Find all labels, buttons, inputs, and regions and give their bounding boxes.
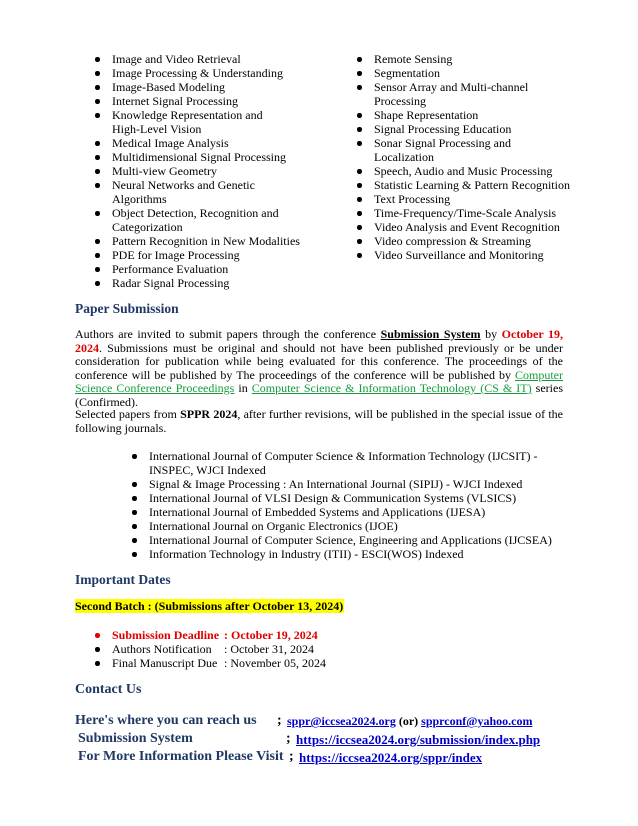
topics-list-right — [374, 52, 589, 262]
contact-emails — [287, 713, 532, 730]
date-item-notification — [112, 642, 372, 656]
date-value: : October 31, 2024 — [224, 642, 314, 656]
separator: ; — [289, 749, 294, 764]
contact-row-info — [78, 748, 483, 765]
proceedings-link[interactable]: Computer Science Conference Proceedings — [75, 367, 563, 395]
section-heading-paper-submission: Paper Submission — [75, 301, 179, 316]
text-span: . Submissions must be original and should not have been published previously or be under consideration for publication while being evaluated for this conference. The proceedings of the conference will be published by The proceedings of the conference will be published by — [75, 340, 563, 382]
list-item: Multi-view Geometry — [112, 164, 312, 178]
contact-row-submission — [78, 730, 541, 747]
list-item: International Journal of Computer Science & Information Technology (IJCSIT) - INSPEC, WJCI Indexed — [149, 449, 538, 477]
section-heading-contact: Contact Us — [75, 682, 142, 697]
list-item: Object Detection, Recognition and Categorization — [112, 206, 287, 234]
list-item: Signal Processing Education — [374, 122, 589, 136]
list-item: International Journal of Embedded Systems and Applications (IJESA) — [149, 505, 549, 519]
list-item: Information Technology in Industry (ITII) - ESCI(WOS) Indexed — [149, 547, 549, 561]
list-item: International Journal of Computer Science, Engineering and Applications (IJCSEA) — [149, 533, 569, 547]
list-item: Shape Representation — [374, 108, 589, 122]
list-item: Video Surveillance and Monitoring — [374, 248, 589, 262]
contact-label: Here's where you can reach us — [75, 713, 257, 728]
date-value: : November 05, 2024 — [224, 656, 326, 670]
date-label: Final Manuscript Due — [112, 656, 218, 670]
list-item: Speech, Audio and Music Processing — [374, 164, 589, 178]
list-item: International Journal of VLSI Design & Communication Systems (VLSICS) — [149, 491, 549, 505]
dates-list — [112, 628, 372, 670]
text-span: by — [480, 327, 502, 341]
date-item-deadline — [112, 628, 372, 642]
journals-list — [149, 449, 552, 561]
text-span: , after further revisions, will be published in the special issue of the following journals. — [75, 407, 563, 435]
contact-label: Submission System — [78, 731, 193, 746]
list-item: Performance Evaluation — [112, 262, 312, 276]
email-link-secondary[interactable]: spprconf@yahoo.com — [421, 714, 533, 728]
submission-system-link[interactable]: Submission System — [380, 327, 481, 341]
contact-submission-url — [296, 731, 540, 748]
list-item: Video Analysis and Event Recognition — [374, 220, 589, 234]
list-item: Image and Video Retrieval — [112, 52, 312, 66]
contact-info-url — [299, 749, 482, 766]
list-item: Pattern Recognition in New Modalities — [112, 234, 312, 248]
list-item: Image-Based Modeling — [112, 80, 312, 94]
conference-name: SPPR 2024 — [180, 407, 238, 421]
list-item: Video compression & Streaming — [374, 234, 589, 248]
separator: ; — [277, 713, 282, 728]
date-label: Submission Deadline — [112, 628, 220, 642]
csit-series-link[interactable]: Computer Science & Information Technology (CS & IT) — [251, 381, 532, 395]
separator: ; — [286, 731, 291, 746]
list-item: Multidimensional Signal Processing — [112, 150, 312, 164]
submission-url-link[interactable]: https://iccsea2024.org/submission/index.php — [296, 732, 541, 747]
text-span: Authors are invited to submit papers through the conference — [75, 327, 381, 341]
email-link-primary[interactable]: sppr@iccsea2024.org — [287, 714, 396, 728]
contact-label: For More Information Please Visit — [78, 749, 284, 764]
list-item: Sensor Array and Multi-channel Processing — [374, 80, 544, 108]
batch-highlight: Second Batch : (Submissions after October 13, 2024) — [75, 599, 344, 613]
list-item: Statistic Learning & Pattern Recognition — [374, 178, 589, 192]
text-span: in — [234, 381, 252, 395]
submission-paragraph — [75, 328, 563, 409]
list-item: Image Processing & Understanding — [112, 66, 312, 80]
list-item: Sonar Signal Processing and Localization — [374, 136, 524, 164]
list-item: Time-Frequency/Time-Scale Analysis — [374, 206, 589, 220]
list-item: Knowledge Representation and High-Level Vision — [112, 108, 292, 136]
list-item: International Journal on Organic Electronics (IJOE) — [149, 519, 549, 533]
topics-list-left — [112, 52, 312, 290]
section-heading-important-dates: Important Dates — [75, 572, 171, 587]
selected-papers-paragraph — [75, 408, 563, 435]
list-item: Remote Sensing — [374, 52, 589, 66]
list-item: Radar Signal Processing — [112, 276, 312, 290]
list-item: Segmentation — [374, 66, 589, 80]
list-item: Neural Networks and Genetic Algorithms — [112, 178, 272, 206]
list-item: Signal & Image Processing : An International Journal (SIPIJ) - WJCI Indexed — [149, 477, 549, 491]
date-value: : October 19, 2024 — [224, 628, 318, 642]
text-span: series (Confirmed). — [75, 381, 563, 409]
contact-row-email — [75, 712, 533, 729]
info-url-link[interactable]: https://iccsea2024.org/sppr/index — [299, 750, 483, 765]
list-item: Medical Image Analysis — [112, 136, 312, 150]
text-span: (or) — [395, 714, 422, 728]
list-item: Text Processing — [374, 192, 589, 206]
date-item-final — [112, 656, 372, 670]
list-item: Internet Signal Processing — [112, 94, 312, 108]
text-span: Selected papers from — [75, 407, 181, 421]
submission-date: October 19, 2024 — [75, 327, 563, 355]
list-item: PDE for Image Processing — [112, 248, 312, 262]
date-label: Authors Notification — [112, 642, 212, 656]
